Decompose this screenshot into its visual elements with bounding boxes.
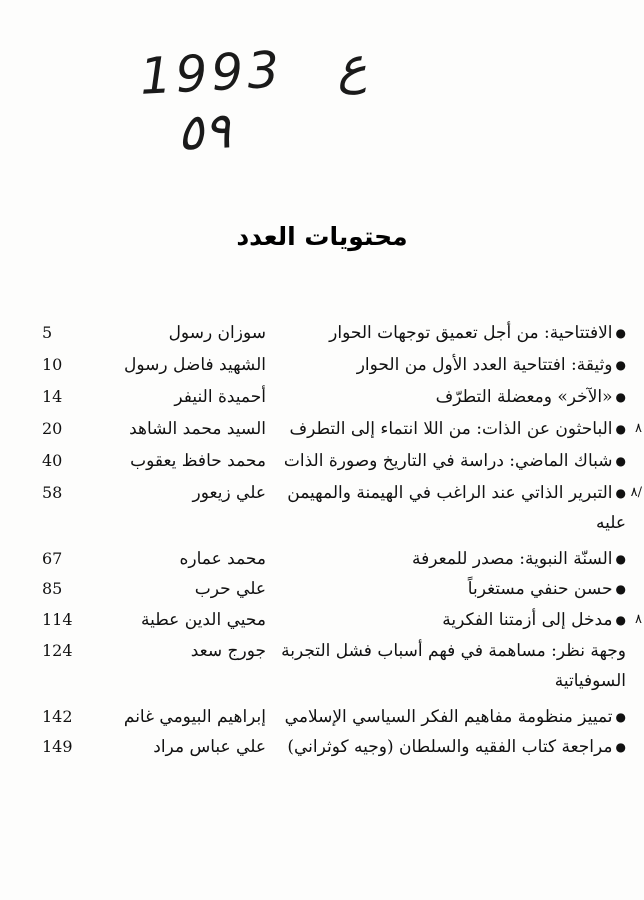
toc-entry — [0, 382, 644, 412]
entry-page-number: 58 — [42, 483, 63, 502]
entry-author: علي حرب — [194, 579, 266, 599]
bullet-icon: ● — [615, 582, 626, 596]
entry-title: شباك الماضي: دراسة في التاريخ وصورة الذات — [283, 451, 613, 471]
entry-title: تمييز منظومة مفاهيم الفكر السياسي الإسلامي — [284, 707, 613, 727]
toc-entry — [0, 732, 644, 762]
entry-page-number: 20 — [42, 419, 63, 438]
bullet-icon: ● — [615, 710, 626, 724]
margin-mark: ٨/ — [630, 485, 642, 500]
bullet-icon: ● — [615, 422, 626, 436]
entry-title: وثيقة: افتتاحية العدد الأول من الحوار — [356, 355, 613, 375]
entry-title-line — [226, 318, 626, 348]
toc-entry — [0, 478, 644, 542]
entry-page-number: 142 — [42, 707, 73, 726]
toc-entry — [0, 544, 644, 574]
entry-title: الافتتاحية: من أجل تعميق توجهات الحوار — [329, 323, 613, 343]
toc-entry — [0, 414, 644, 444]
entry-page-number: 149 — [42, 737, 73, 756]
bullet-icon: ● — [615, 358, 626, 372]
entry-author: الشهيد فاضل رسول — [124, 355, 266, 375]
bullet-icon: ● — [615, 613, 626, 627]
handwritten-letter: ع — [335, 36, 369, 96]
toc-entry — [0, 446, 644, 476]
table-of-contents — [0, 318, 644, 788]
entry-author: سوزان رسول — [168, 323, 266, 343]
entry-page-number: 85 — [42, 579, 63, 598]
entry-page-number: 114 — [42, 610, 73, 629]
entry-title-line — [226, 605, 626, 635]
entry-page-number: 40 — [42, 451, 63, 470]
entry-title-line — [226, 636, 626, 666]
entry-author: جورج سعد — [190, 641, 266, 661]
entry-title: مدخل إلى أزمتنا الفكرية — [442, 610, 613, 630]
margin-mark: ٨ — [635, 612, 642, 627]
entry-title: السنّة النبوية: مصدر للمعرفة — [412, 549, 613, 569]
handwritten-note — [138, 32, 441, 162]
bullet-icon: ● — [615, 454, 626, 468]
entry-author: إبراهيم البيومي غانم — [123, 707, 266, 727]
entry-title-line — [226, 702, 626, 732]
entry-title-continuation: السوفياتية — [554, 671, 626, 691]
bullet-icon: ● — [615, 326, 626, 340]
bullet-icon: ● — [615, 486, 626, 500]
entry-title-line — [226, 732, 626, 762]
entry-page-number: 124 — [42, 641, 73, 660]
entry-author: السيد محمد الشاهد — [129, 419, 266, 439]
entry-page-number: 67 — [42, 549, 63, 568]
entry-author: محمد حافظ يعقوب — [130, 451, 266, 471]
toc-entry — [0, 350, 644, 380]
entry-title: الباحثون عن الذات: من اللا انتماء إلى التطرف — [289, 419, 613, 439]
bullet-icon: ● — [615, 390, 626, 404]
entry-title-line — [226, 478, 626, 508]
entry-title-line — [226, 382, 626, 412]
entry-title-line — [226, 446, 626, 476]
entry-title-continuation: عليه — [595, 513, 626, 533]
entry-title: مراجعة كتاب الفقيه والسلطان (وجيه كوثراني) — [287, 737, 613, 757]
bullet-icon: ● — [615, 740, 626, 754]
toc-entry — [0, 636, 644, 700]
margin-mark: ٨ — [635, 421, 642, 436]
page-title: محتويات العدد — [236, 222, 408, 251]
handwritten-letter: ٥٩ — [175, 101, 233, 162]
entry-page-number: 5 — [42, 323, 53, 342]
entry-author: علي عباس مراد — [153, 737, 266, 757]
entry-title: التبرير الذاتي عند الراغب في الهيمنة والمهيمن — [287, 483, 613, 503]
entry-title: حسن حنفي مستغرباً — [467, 579, 613, 599]
entry-title-line — [226, 544, 626, 574]
toc-entry — [0, 605, 644, 635]
toc-entry — [0, 318, 644, 348]
toc-entry — [0, 574, 644, 604]
bullet-icon: ● — [615, 552, 626, 566]
entry-page-number: 10 — [42, 355, 63, 374]
entry-title: وجهة نظر: مساهمة في فهم أسباب فشل التجربة — [281, 641, 626, 661]
entry-author: محيي الدين عطية — [140, 610, 266, 630]
entry-title: «الآخر» ومعضلة التطرّف — [435, 387, 613, 407]
entry-author: أحميدة النيفر — [174, 387, 266, 407]
toc-entry — [0, 702, 644, 732]
entry-author: محمد عماره — [179, 549, 266, 569]
entry-title-line — [226, 574, 626, 604]
handwritten-number: 1993 — [138, 40, 285, 106]
entry-author: علي زيعور — [192, 483, 266, 503]
entry-title-line — [226, 350, 626, 380]
entry-title-line — [226, 414, 626, 444]
entry-page-number: 14 — [42, 387, 63, 406]
